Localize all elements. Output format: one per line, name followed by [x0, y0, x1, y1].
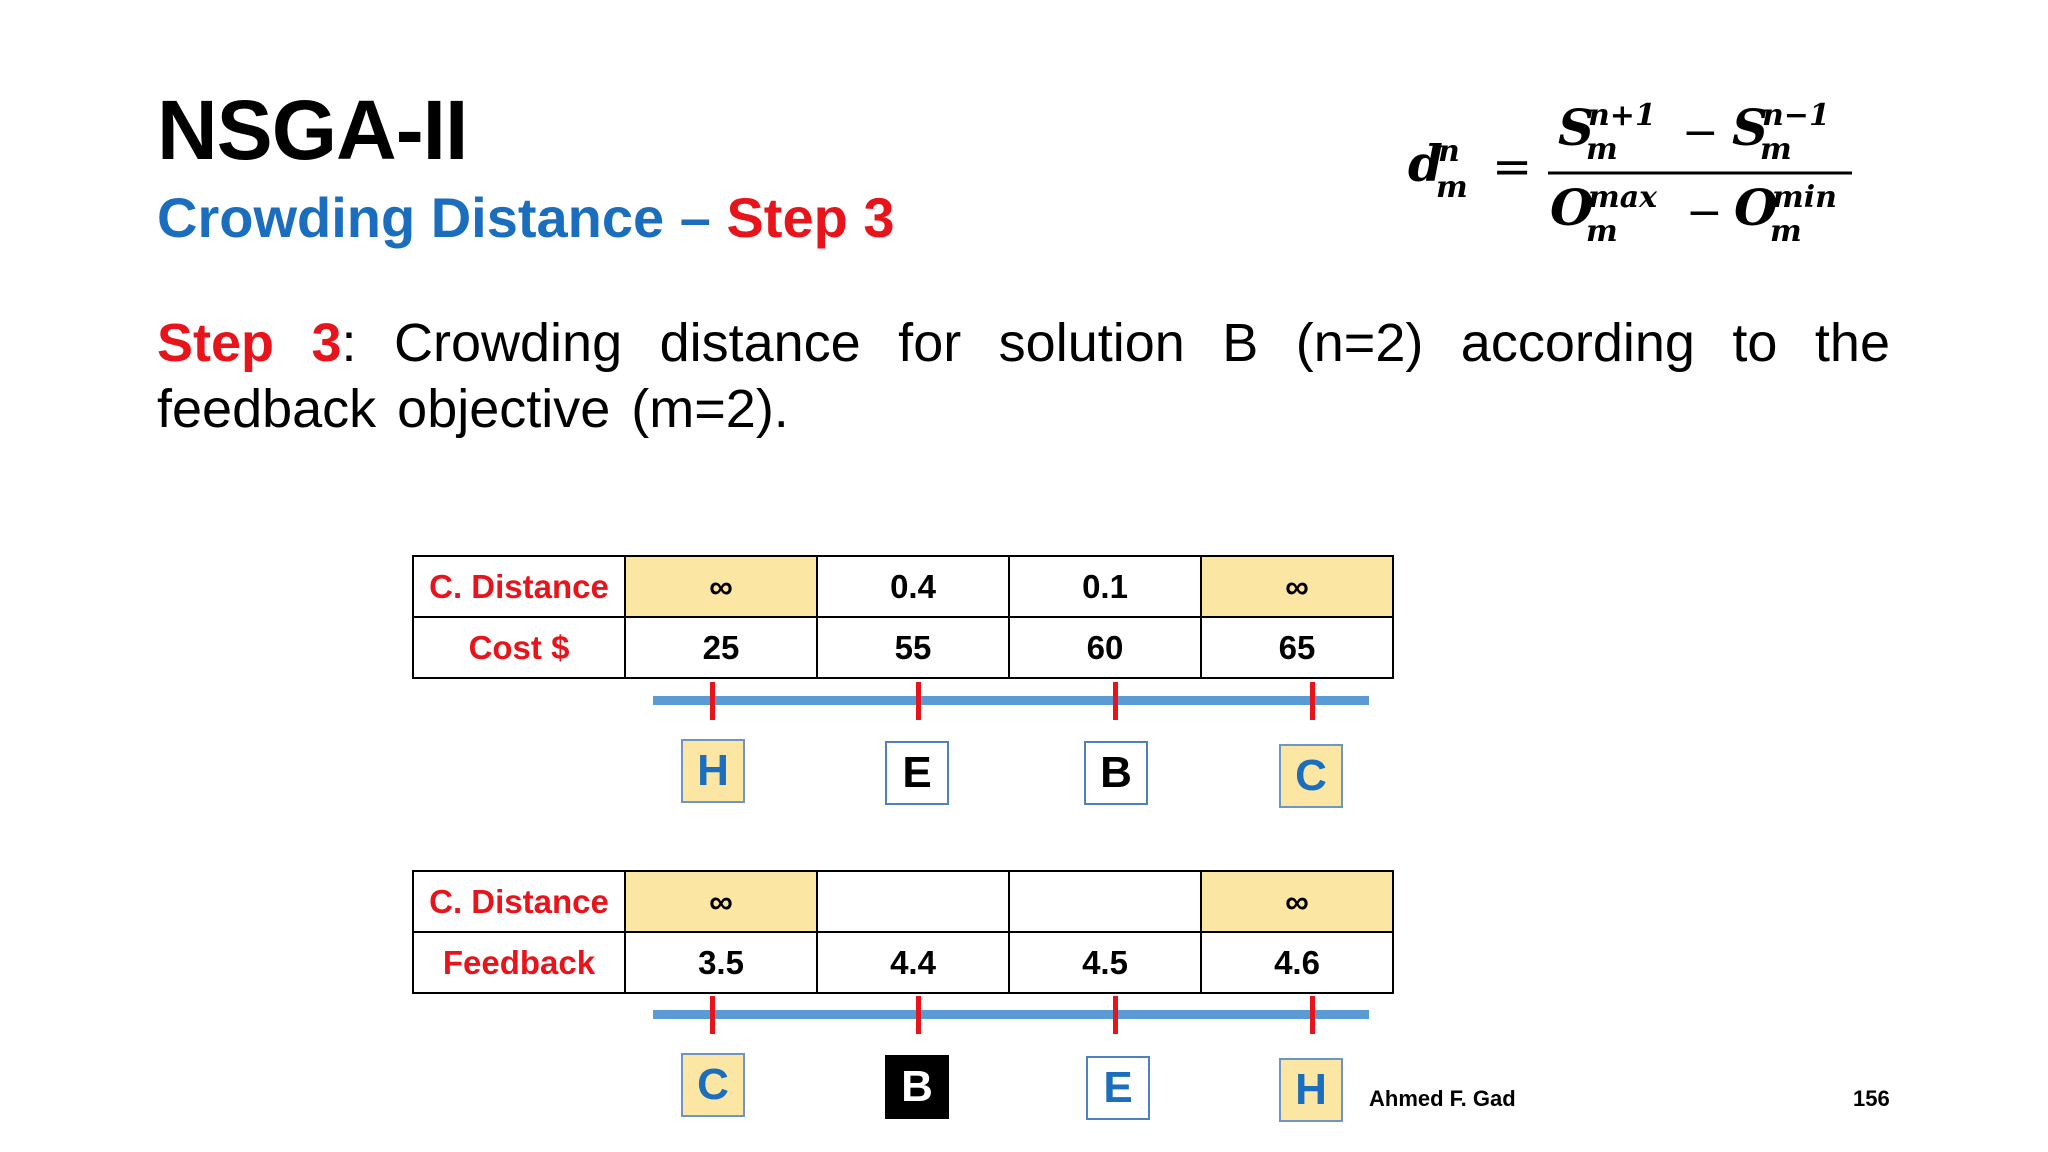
- cost-solution-box: E: [885, 741, 949, 805]
- formula-num-term1-sup: n+1: [1588, 98, 1656, 133]
- subtitle-topic: Crowding Distance –: [157, 186, 727, 249]
- cost-solution-box: C: [1279, 744, 1343, 808]
- feedback-solution-box: E: [1086, 1056, 1150, 1120]
- page-number: 156: [1853, 1086, 1890, 1111]
- cost-table: [412, 555, 1394, 679]
- cost-distance-label: C. Distance: [413, 556, 625, 617]
- formula-num-term2-sup: n−1: [1762, 98, 1830, 133]
- feedback-distance-cell: ∞: [1201, 871, 1393, 932]
- cost-distance-cell: 0.4: [817, 556, 1009, 617]
- formula-den-term2-base: O: [1734, 178, 1778, 237]
- formula-num-term1-sub: m: [1586, 132, 1618, 167]
- feedback-distance-cell: [817, 871, 1009, 932]
- feedback-axis-line: [653, 1010, 1369, 1019]
- cost-distance-cell: 0.1: [1009, 556, 1201, 617]
- formula-lhs-sup: n: [1438, 134, 1460, 169]
- footer-author: Ahmed F. Gad: [1369, 1086, 1516, 1111]
- formula-lhs-sub: m: [1436, 170, 1468, 205]
- feedback-distance-cell: ∞: [625, 871, 817, 932]
- subtitle-step: Step 3: [726, 186, 895, 249]
- feedback-solution-box: C: [681, 1053, 745, 1117]
- feedback-value-cell: 4.5: [1009, 932, 1201, 993]
- formula-num-term2-sub: m: [1760, 132, 1792, 167]
- cost-value-cell: 60: [1009, 617, 1201, 678]
- formula-den-term2-sup: min: [1772, 180, 1837, 215]
- cost-axis-tick: [710, 682, 715, 720]
- formula-den-term1-sup: max: [1588, 180, 1658, 215]
- cost-value-label: Cost $: [413, 617, 625, 678]
- cost-distance-cell: ∞: [1201, 556, 1393, 617]
- cost-distance-cell: ∞: [625, 556, 817, 617]
- formula-den-term1-base: O: [1550, 178, 1594, 237]
- cost-value-row: [413, 617, 1393, 678]
- feedback-distance-label: C. Distance: [413, 871, 625, 932]
- formula-num-term1-base: S: [1558, 98, 1595, 157]
- feedback-value-cell: 4.4: [817, 932, 1009, 993]
- step-label: Step 3: [157, 313, 342, 373]
- cost-axis-tick: [1113, 682, 1118, 720]
- formula-num-term2-base: S: [1732, 98, 1769, 157]
- step-text: : Crowding distance for solution B (n=2) according to the feedback objective (m=2).: [157, 313, 1890, 439]
- feedback-value-cell: 3.5: [625, 932, 817, 993]
- cost-distance-row: [413, 556, 1393, 617]
- feedback-value-cell: 4.6: [1201, 932, 1393, 993]
- feedback-value-label: Feedback: [413, 932, 625, 993]
- feedback-distance-cell: [1009, 871, 1201, 932]
- cost-value-cell: 55: [817, 617, 1009, 678]
- formula-den-minus: −: [1686, 187, 1723, 238]
- feedback-axis-tick: [916, 996, 921, 1034]
- cost-axis-tick: [916, 682, 921, 720]
- formula-den-term2-sub: m: [1770, 214, 1802, 249]
- cost-solution-box: H: [681, 739, 745, 803]
- cost-value-cell: 65: [1201, 617, 1393, 678]
- feedback-axis-tick: [1113, 996, 1118, 1034]
- crowding-distance-formula: [1400, 95, 1860, 255]
- slide-title: NSGA-II: [157, 83, 468, 177]
- feedback-solution-box-current: B: [885, 1055, 949, 1119]
- cost-value-cell: 25: [625, 617, 817, 678]
- feedback-table: [412, 870, 1394, 994]
- cost-axis-line: [653, 696, 1369, 705]
- step-description: [157, 310, 1890, 442]
- feedback-distance-row: [413, 871, 1393, 932]
- cost-solution-box: B: [1084, 741, 1148, 805]
- slide-subtitle: [157, 186, 895, 249]
- cost-axis-tick: [1310, 682, 1315, 720]
- formula-den-term1-sub: m: [1586, 214, 1618, 249]
- feedback-value-row: [413, 932, 1393, 993]
- formula-num-minus: −: [1682, 107, 1719, 158]
- formula-equals: =: [1492, 139, 1533, 195]
- feedback-solution-box: H: [1279, 1058, 1343, 1122]
- feedback-axis-tick: [710, 996, 715, 1034]
- feedback-axis-tick: [1310, 996, 1315, 1034]
- formula-lhs-base: d: [1408, 134, 1443, 193]
